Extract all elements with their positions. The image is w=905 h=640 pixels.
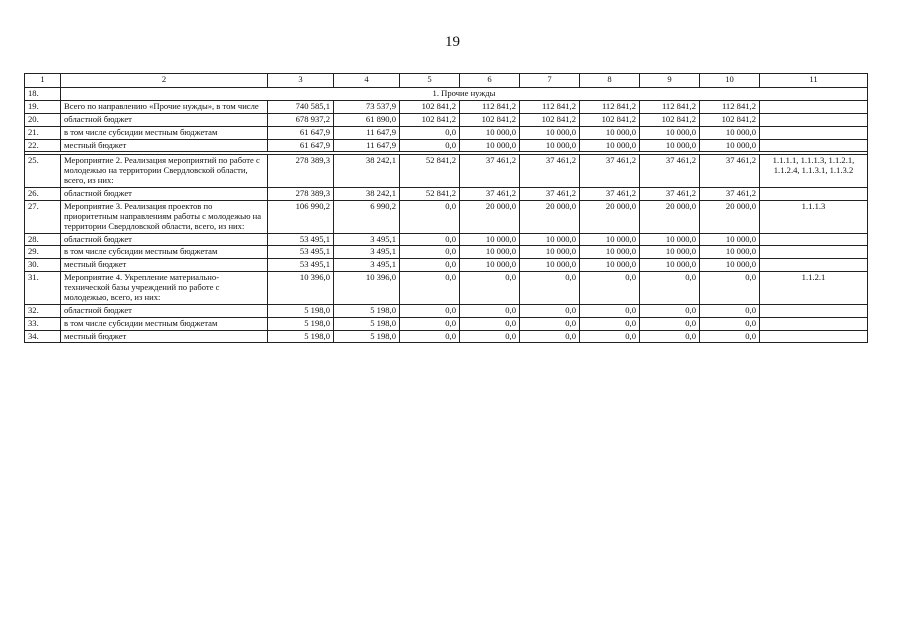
target-indicators xyxy=(760,317,868,330)
amount-cell: 10 000,0 xyxy=(700,233,760,246)
column-header: 8 xyxy=(580,74,640,88)
amount-cell: 10 396,0 xyxy=(268,272,334,305)
amount-cell: 10 396,0 xyxy=(334,272,400,305)
amount-cell: 20 000,0 xyxy=(520,200,580,233)
amount-cell: 0,0 xyxy=(400,233,460,246)
table-row xyxy=(25,188,868,201)
amount-cell: 37 461,2 xyxy=(640,155,700,188)
row-name: местный бюджет xyxy=(61,139,268,152)
target-indicators xyxy=(760,100,868,113)
amount-cell: 20 000,0 xyxy=(460,200,520,233)
column-header: 1 xyxy=(25,74,61,88)
amount-cell: 0,0 xyxy=(700,330,760,343)
amount-cell: 0,0 xyxy=(640,272,700,305)
amount-cell: 112 841,2 xyxy=(580,100,640,113)
amount-cell: 0,0 xyxy=(400,246,460,259)
amount-cell: 10 000,0 xyxy=(700,126,760,139)
column-number-row xyxy=(25,74,868,88)
amount-cell: 0,0 xyxy=(520,317,580,330)
table-row xyxy=(25,113,868,126)
column-header: 10 xyxy=(700,74,760,88)
amount-cell: 0,0 xyxy=(640,304,700,317)
amount-cell: 38 242,1 xyxy=(334,188,400,201)
amount-cell: 10 000,0 xyxy=(580,233,640,246)
amount-cell: 10 000,0 xyxy=(520,233,580,246)
amount-cell: 0,0 xyxy=(700,272,760,305)
row-name: Мероприятие 2. Реализация мероприятий по работе с молодежью на территории Свердловской области, всего, из них: xyxy=(61,155,268,188)
target-indicators xyxy=(760,259,868,272)
amount-cell: 740 585,1 xyxy=(268,100,334,113)
amount-cell: 20 000,0 xyxy=(580,200,640,233)
table-row xyxy=(25,246,868,259)
amount-cell: 10 000,0 xyxy=(640,259,700,272)
amount-cell: 37 461,2 xyxy=(580,155,640,188)
amount-cell: 0,0 xyxy=(460,317,520,330)
row-name: областной бюджет xyxy=(61,113,268,126)
row-number: 31. xyxy=(25,272,61,305)
amount-cell: 38 242,1 xyxy=(334,155,400,188)
amount-cell: 10 000,0 xyxy=(520,259,580,272)
amount-cell: 0,0 xyxy=(400,317,460,330)
amount-cell: 10 000,0 xyxy=(460,233,520,246)
amount-cell: 0,0 xyxy=(400,126,460,139)
amount-cell: 5 198,0 xyxy=(334,304,400,317)
table-row xyxy=(25,330,868,343)
amount-cell: 10 000,0 xyxy=(580,139,640,152)
table-row xyxy=(25,304,868,317)
column-header: 5 xyxy=(400,74,460,88)
target-indicators: 1.1.2.1 xyxy=(760,272,868,305)
target-indicators xyxy=(760,188,868,201)
amount-cell: 52 841,2 xyxy=(400,155,460,188)
amount-cell: 0,0 xyxy=(400,272,460,305)
table-row xyxy=(25,233,868,246)
amount-cell: 37 461,2 xyxy=(700,188,760,201)
column-header: 11 xyxy=(760,74,868,88)
amount-cell: 37 461,2 xyxy=(460,155,520,188)
column-header: 9 xyxy=(640,74,700,88)
target-indicators xyxy=(760,330,868,343)
amount-cell: 10 000,0 xyxy=(580,259,640,272)
target-indicators xyxy=(760,113,868,126)
column-header: 3 xyxy=(268,74,334,88)
row-name: областной бюджет xyxy=(61,188,268,201)
amount-cell: 0,0 xyxy=(700,304,760,317)
column-header: 6 xyxy=(460,74,520,88)
amount-cell: 20 000,0 xyxy=(700,200,760,233)
target-indicators xyxy=(760,246,868,259)
row-name: местный бюджет xyxy=(61,330,268,343)
amount-cell: 278 389,3 xyxy=(268,155,334,188)
amount-cell: 37 461,2 xyxy=(700,155,760,188)
amount-cell: 37 461,2 xyxy=(520,155,580,188)
amount-cell: 102 841,2 xyxy=(400,100,460,113)
amount-cell: 0,0 xyxy=(520,304,580,317)
amount-cell: 0,0 xyxy=(400,200,460,233)
amount-cell: 11 647,9 xyxy=(334,126,400,139)
amount-cell: 112 841,2 xyxy=(520,100,580,113)
amount-cell: 10 000,0 xyxy=(520,246,580,259)
row-name: в том числе субсидии местным бюджетам xyxy=(61,126,268,139)
amount-cell: 53 495,1 xyxy=(268,259,334,272)
amount-cell: 53 495,1 xyxy=(268,246,334,259)
target-indicators xyxy=(760,304,868,317)
amount-cell: 112 841,2 xyxy=(700,100,760,113)
amount-cell: 5 198,0 xyxy=(268,330,334,343)
amount-cell: 6 990,2 xyxy=(334,200,400,233)
amount-cell: 0,0 xyxy=(400,259,460,272)
row-number: 22. xyxy=(25,139,61,152)
amount-cell: 102 841,2 xyxy=(400,113,460,126)
amount-cell: 37 461,2 xyxy=(640,188,700,201)
amount-cell: 0,0 xyxy=(460,272,520,305)
column-header: 4 xyxy=(334,74,400,88)
amount-cell: 10 000,0 xyxy=(640,246,700,259)
row-number: 18. xyxy=(25,88,61,101)
amount-cell: 11 647,9 xyxy=(334,139,400,152)
amount-cell: 0,0 xyxy=(700,317,760,330)
target-indicators: 1.1.1.1, 1.1.1.3, 1.1.2.1, 1.1.2.4, 1.1.3.1, 1.1.3.2 xyxy=(760,155,868,188)
row-number: 25. xyxy=(25,155,61,188)
budget-table xyxy=(24,73,868,343)
amount-cell: 0,0 xyxy=(400,139,460,152)
table-row xyxy=(25,155,868,188)
amount-cell: 10 000,0 xyxy=(460,139,520,152)
amount-cell: 10 000,0 xyxy=(640,139,700,152)
row-number: 32. xyxy=(25,304,61,317)
table-row xyxy=(25,200,868,233)
target-indicators: 1.1.1.3 xyxy=(760,200,868,233)
amount-cell: 102 841,2 xyxy=(700,113,760,126)
section-title: 1. Прочие нужды xyxy=(61,88,868,101)
table-row xyxy=(25,126,868,139)
amount-cell: 102 841,2 xyxy=(640,113,700,126)
amount-cell: 0,0 xyxy=(580,317,640,330)
amount-cell: 5 198,0 xyxy=(334,330,400,343)
amount-cell: 53 495,1 xyxy=(268,233,334,246)
amount-cell: 3 495,1 xyxy=(334,246,400,259)
target-indicators xyxy=(760,139,868,152)
row-number: 20. xyxy=(25,113,61,126)
column-header: 7 xyxy=(520,74,580,88)
amount-cell: 3 495,1 xyxy=(334,259,400,272)
amount-cell: 10 000,0 xyxy=(520,139,580,152)
amount-cell: 37 461,2 xyxy=(460,188,520,201)
row-name: в том числе субсидии местным бюджетам xyxy=(61,317,268,330)
row-number: 34. xyxy=(25,330,61,343)
row-number: 26. xyxy=(25,188,61,201)
section-row xyxy=(25,88,868,101)
amount-cell: 0,0 xyxy=(640,317,700,330)
amount-cell: 0,0 xyxy=(460,304,520,317)
amount-cell: 10 000,0 xyxy=(580,246,640,259)
amount-cell: 102 841,2 xyxy=(520,113,580,126)
amount-cell: 52 841,2 xyxy=(400,188,460,201)
amount-cell: 102 841,2 xyxy=(580,113,640,126)
table-row xyxy=(25,139,868,152)
row-name: местный бюджет xyxy=(61,259,268,272)
row-number: 19. xyxy=(25,100,61,113)
amount-cell: 10 000,0 xyxy=(460,246,520,259)
amount-cell: 61 647,9 xyxy=(268,126,334,139)
amount-cell: 10 000,0 xyxy=(700,139,760,152)
column-header: 2 xyxy=(61,74,268,88)
row-name: областной бюджет xyxy=(61,304,268,317)
amount-cell: 10 000,0 xyxy=(460,126,520,139)
amount-cell: 5 198,0 xyxy=(334,317,400,330)
amount-cell: 0,0 xyxy=(400,330,460,343)
amount-cell: 10 000,0 xyxy=(640,126,700,139)
amount-cell: 61 890,0 xyxy=(334,113,400,126)
table-row xyxy=(25,100,868,113)
row-number: 29. xyxy=(25,246,61,259)
amount-cell: 5 198,0 xyxy=(268,317,334,330)
row-number: 33. xyxy=(25,317,61,330)
row-number: 27. xyxy=(25,200,61,233)
row-name: Мероприятие 4. Укрепление материально-технической базы учреждений по работе с молодежью, всего, из них: xyxy=(61,272,268,305)
row-number: 28. xyxy=(25,233,61,246)
amount-cell: 112 841,2 xyxy=(640,100,700,113)
amount-cell: 0,0 xyxy=(520,330,580,343)
target-indicators xyxy=(760,233,868,246)
amount-cell: 678 937,2 xyxy=(268,113,334,126)
amount-cell: 37 461,2 xyxy=(580,188,640,201)
amount-cell: 61 647,9 xyxy=(268,139,334,152)
amount-cell: 0,0 xyxy=(580,330,640,343)
amount-cell: 10 000,0 xyxy=(520,126,580,139)
amount-cell: 278 389,3 xyxy=(268,188,334,201)
target-indicators xyxy=(760,126,868,139)
row-group-a xyxy=(25,100,868,152)
table-row xyxy=(25,259,868,272)
amount-cell: 10 000,0 xyxy=(580,126,640,139)
amount-cell: 112 841,2 xyxy=(460,100,520,113)
row-name: Всего по направлению «Прочие нужды», в том числе xyxy=(61,100,268,113)
amount-cell: 37 461,2 xyxy=(520,188,580,201)
amount-cell: 10 000,0 xyxy=(700,246,760,259)
amount-cell: 0,0 xyxy=(460,330,520,343)
row-name: в том числе субсидии местным бюджетам xyxy=(61,246,268,259)
amount-cell: 10 000,0 xyxy=(700,259,760,272)
amount-cell: 0,0 xyxy=(400,304,460,317)
row-name: Мероприятие 3. Реализация проектов по приоритетным направлениям работы с молодежью на территории Свердловской области, всего, из них: xyxy=(61,200,268,233)
table-row xyxy=(25,272,868,305)
amount-cell: 102 841,2 xyxy=(460,113,520,126)
row-number: 30. xyxy=(25,259,61,272)
amount-cell: 0,0 xyxy=(640,330,700,343)
row-group-b xyxy=(25,155,868,343)
amount-cell: 20 000,0 xyxy=(640,200,700,233)
amount-cell: 73 537,9 xyxy=(334,100,400,113)
amount-cell: 0,0 xyxy=(580,272,640,305)
amount-cell: 0,0 xyxy=(520,272,580,305)
table-row xyxy=(25,317,868,330)
row-name: областной бюджет xyxy=(61,233,268,246)
amount-cell: 0,0 xyxy=(580,304,640,317)
amount-cell: 10 000,0 xyxy=(460,259,520,272)
amount-cell: 10 000,0 xyxy=(640,233,700,246)
row-number: 21. xyxy=(25,126,61,139)
amount-cell: 106 990,2 xyxy=(268,200,334,233)
page-number: 19 xyxy=(445,34,460,50)
amount-cell: 3 495,1 xyxy=(334,233,400,246)
amount-cell: 5 198,0 xyxy=(268,304,334,317)
